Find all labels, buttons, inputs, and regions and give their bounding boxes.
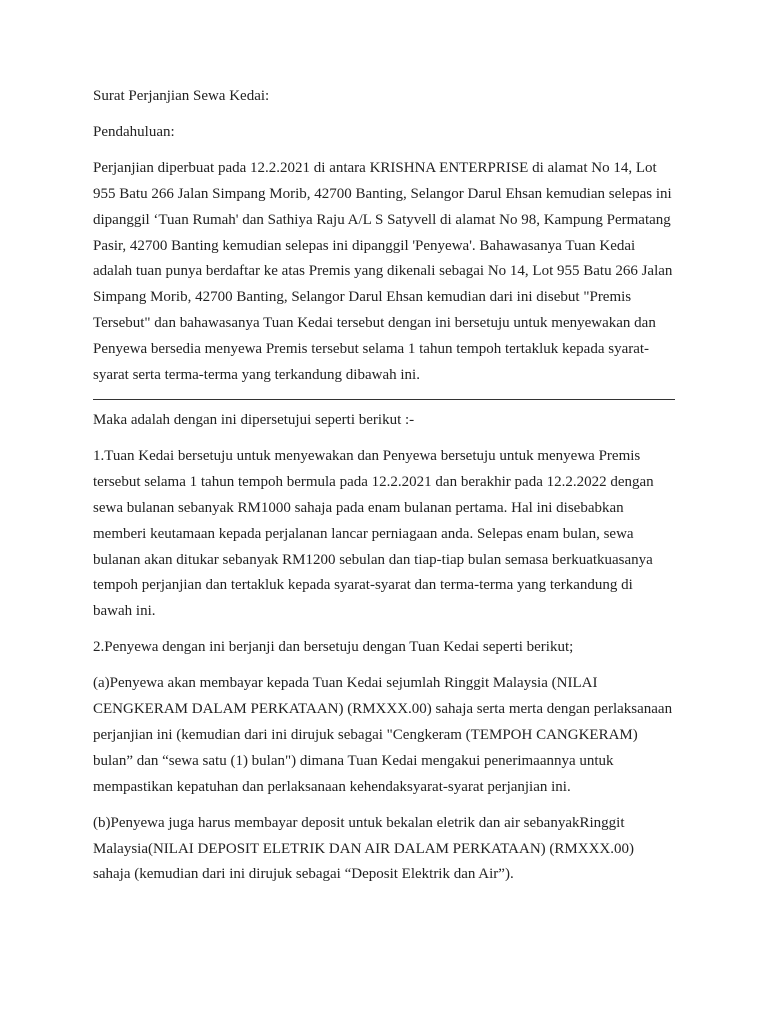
clause-2b: (b)Penyewa juga harus membayar deposit untuk bekalan eletrik dan air sebanyakRinggit Malaysia(NILAI DEPOSIT ELETRIK DAN AIR DALAM PERKATAAN) (RMXXX.00) sahaja (kemudian dari ini dirujuk sebagai “Deposit Elektrik dan Air”). [93,814,634,883]
agreement-intro: Maka adalah dengan ini dipersetujui seperti berikut :- [93,411,415,428]
intro-heading: Pendahuluan: [93,123,175,140]
clause-2: 2.Penyewa dengan ini berjanji dan bersetuju dengan Tuan Kedai seperti berikut; [93,639,574,656]
document-page [93,84,675,898]
document-title: Surat Perjanjian Sewa Kedai: [93,88,270,104]
clause-2a: (a)Penyewa akan membayar kepada Tuan Kedai sejumlah Ringgit Malaysia (NILAI CENGKERAM DALAM PERKATAAN) (RMXXX.00) sahaja serta merta dengan perlaksanaan perjanjian ini (kemudian dari ini dirujuk sebagai "Cengkeram (TEMPOH CANGKERAM) bulan” dan “sewa satu (1) bulan") dimana Tuan Kedai mengakui penerimaannya untuk mempastikan kepatuhan dan perlaksanaan kehendaksyarat-syarat perjanjian ini. [93,675,673,795]
clause-1: 1.Tuan Kedai bersetuju untuk menyewakan dan Penyewa bersetuju untuk menyewa Premis tersebut selama 1 tahun tempoh bermula pada 12.2.2021 dan berakhir pada 12.2.2022 dengan sewa bulanan sebanyak RM1000 sahaja pada enam bulanan pertama. Hal ini disebabkan memberi keutamaan kepada perjalanan lancar perniagaan anda. Selepas enam bulan, sewa bulanan akan ditukar sebanyak RM1200 sebulan dan tiap-tiap bulan semasa berkuatkuasanya tempoh perjanjian dan tertakluk kepada syarat-syarat dan terma-terma yang terkandung di bawah ini. [93,447,654,620]
section-divider [93,399,675,400]
intro-paragraph: Perjanjian diperbuat pada 12.2.2021 di antara KRISHNA ENTERPRISE di alamat No 14, Lot 955 Batu 266 Jalan Simpang Morib, 42700 Banting, Selangor Darul Ehsan kemudian selepas ini dipanggil ‘Tuan Rumah' dan Sathiya Raju A/L S Satyvell di alamat No 98, Kampung Permatang Pasir, 42700 Banting kemudian selepas ini dipanggil 'Penyewa'. Bahawasanya Tuan Kedai adalah tuan punya berdaftar ke atas Premis yang dikenali sebagai No 14, Lot 955 Batu 266 Jalan Simpang Morib, 42700 Banting, Selangor Darul Ehsan kemudian dari ini disebut "Premis Tersebut" dan bahawasanya Tuan Kedai tersebut dengan ini bersetuju untuk menyewakan dan Penyewa bersedia menyewa Premis tersebut selama 1 tahun tempoh tertakluk kepada syarat-syarat serta terma-terma yang terkandung dibawah ini. [93,159,673,384]
